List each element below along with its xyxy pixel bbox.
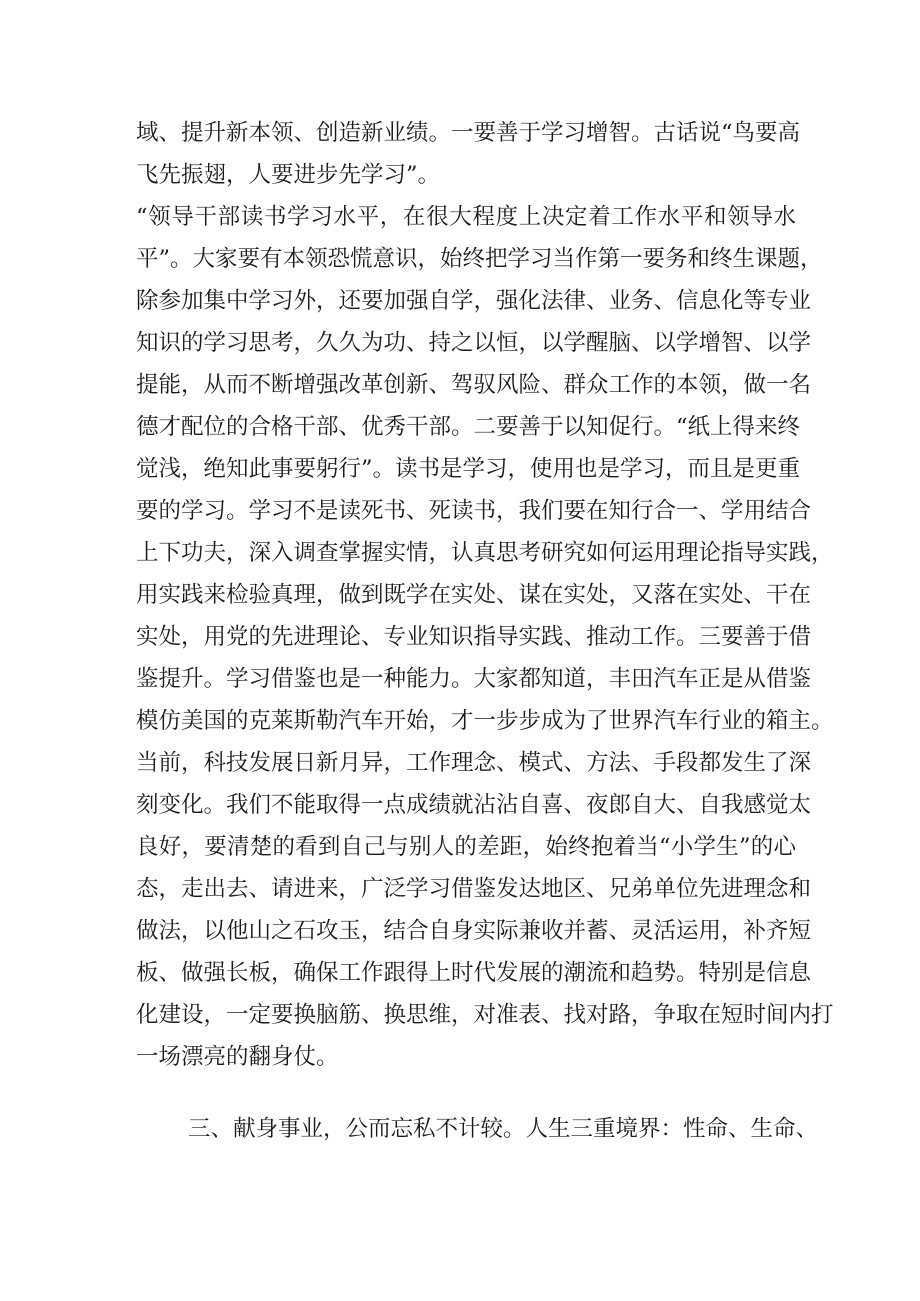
text-line: 鉴提升。学习借鉴也是一种能力。大家都知道，丰田汽车正是从借鉴: [136, 666, 812, 692]
text-line: 要的学习。学习不是读死书、死读书，我们要在知行合一、学用结合: [136, 498, 812, 524]
text-line: 板、做强长板，确保工作跟得上时代发展的潮流和趋势。特别是信息: [136, 960, 812, 986]
section-heading-line: 三、献身事业，公而忘私不计较。人生三重境界：性命、生命、: [188, 1116, 819, 1142]
text-line: 做法，以他山之石攻玉，结合自身实际兼收并蓄、灵活运用，补齐短: [136, 918, 812, 944]
paragraph-gap: [136, 1078, 796, 1108]
text-line: 知识的学习思考，久久为功、持之以恒，以学醒脑、以学增智、以学: [136, 330, 812, 356]
text-line: 除参加集中学习外，还要加强自学，强化法律、业务、信息化等专业: [136, 288, 812, 314]
text-line: 域、提升新本领、创造新业绩。一要善于学习增智。古话说“鸟要高: [136, 120, 801, 146]
text-line: 德才配位的合格干部、优秀干部。二要善于以知促行。“纸上得来终: [136, 414, 801, 440]
text-line: 化建设，一定要换脑筋、换思维，对准表、找对路，争取在短时间内打: [136, 1002, 834, 1028]
text-line: 觉浅，绝知此事要躬行”。读书是学习，使用也是学习，而且是更重: [136, 456, 801, 482]
text-line: “领导干部读书学习水平，在很大程度上决定着工作水平和领导水: [136, 204, 796, 230]
text-line: 平”。大家要有本领恐慌意识，始终把学习当作第一要务和终生课题，: [136, 246, 823, 272]
text-line: 上下功夫，深入调查掌握实情，认真思考研究如何运用理论指导实践，: [136, 540, 834, 566]
text-line: 一场漂亮的翻身仗。: [136, 1044, 339, 1070]
text-line: 实处，用党的先进理论、专业知识指导实践、推动工作。三要善于借: [136, 624, 812, 650]
text-line: 当前，科技发展日新月异，工作理念、模式、方法、手段都发生了深: [136, 750, 812, 776]
text-line: 良好，要清楚的看到自己与别人的差距，始终抱着当“小学生”的心: [136, 834, 796, 860]
text-line: 飞先振翅，人要进步先学习”。: [136, 162, 441, 188]
text-line: 用实践来检验真理，做到既学在实处、谋在实处，又落在实处、干在: [136, 582, 812, 608]
text-line: 刻变化。我们不能取得一点成绩就沾沾自喜、夜郎自大、自我感觉太: [136, 792, 812, 818]
body-text: [136, 112, 834, 1150]
text-line: 态，走出去、请进来，广泛学习借鉴发达地区、兄弟单位先进理念和: [136, 876, 812, 902]
text-line: 提能，从而不断增强改革创新、驾驭风险、群众工作的本领，做一名: [136, 372, 812, 398]
text-line: 模仿美国的克莱斯勒汽车开始，才一步步成为了世界汽车行业的箱主。: [136, 708, 834, 734]
